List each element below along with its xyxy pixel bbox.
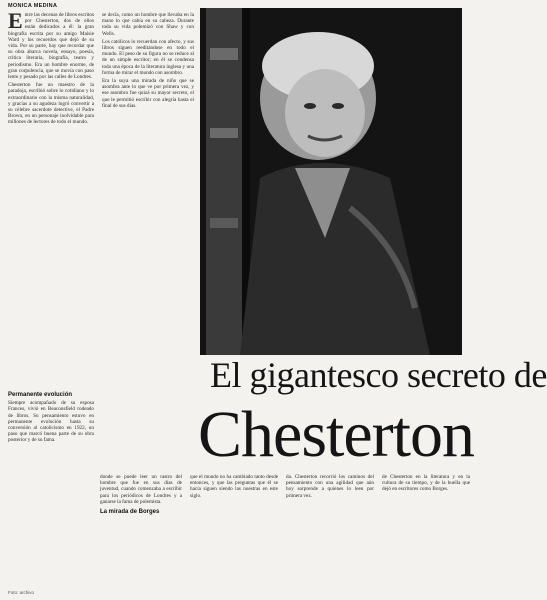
headline-line-1: El gigantesco secreto de <box>210 355 547 395</box>
left-column <box>8 8 94 384</box>
middle-paragraph-3: Era la suya una mirada de niño que se asombra ante lo que ve por primera vez, y ese asombro fue quizá su mayor secreto, el que le permitió escribir con alegría hasta el final de sus días. <box>102 78 194 109</box>
bottom-column-4 <box>382 474 470 594</box>
drop-cap: E <box>8 8 23 33</box>
left-paragraph-1: ntre las decenas de libros escritos por Chesterton, dos de ellos están dedicados a él: la gran biografía escrita por su amigo Maisie Ward y los recuerdos que dejó de su vida. Por su parte, hay que recordar que su obra abarca novela, ensayo, poesía, crítica literaria, biografía, teatro y periodismo. Era un hombre enorme, de gran corpulencia, que se movía con paso lento y pesado por las calles de Londres. <box>8 12 94 81</box>
headline-line-2: Chesterton <box>198 398 474 471</box>
bottom-column-3 <box>286 474 374 594</box>
bottom-subhead: La mirada de Borges <box>100 509 160 516</box>
left-column-b <box>8 388 94 588</box>
photo-credit: Foto: archivo <box>8 590 35 595</box>
section-kicker: MONICA MEDINA <box>8 3 58 9</box>
left-paragraph-2: Chesterton fue un maestro de la paradoja, escribió sobre lo cotidiano y lo extraordinario con la misma naturalidad, y gracias a su agudeza logró convertir a su célebre sacerdote detective, el Padre Brown, en un personaje inolvidable para millones de lectores de todo el mundo. <box>8 82 94 126</box>
chesterton-photo <box>200 8 462 355</box>
left-paragraph-3: Siempre acompañado de su esposa Frances, vivió en Beaconsfield rodeado de libros. Su pensamiento estuvo en permanente evolución hasta su conversión al catolicismo en 1922, un paso que marcó buena parte de su obra posterior y de su fama. <box>8 400 94 444</box>
middle-paragraph-2: Los católicos lo recuerdan con afecto, y sus libros siguen reeditándose en todo el mundo. El peso de su figura no se reduce al de un simple escritor; en él se condensa toda una época de la literatura inglesa y una forma de mirar el mundo con asombro. <box>102 38 194 76</box>
bottom-paragraph-4: de Chesterton en la literatura y en la cultura de su tiempo, y de la huella que dejó en escritores como Borges. <box>382 474 470 493</box>
portrait-illustration <box>200 8 462 355</box>
bottom-paragraph-1: donde se puede leer un rastro del hombre que fue en sus días de juventud, cuando comenzaba a escribir para los periódicos de Londres y a ganarse la fama de polemista. <box>100 474 182 505</box>
middle-paragraph-1: se decía, como un hombre que llevaba en la mano lo que cabía en su cabeza. Durante toda su vida polemizó con Shaw y con Wells. <box>102 12 194 37</box>
bottom-column-2 <box>190 474 278 594</box>
left-subhead: Permanente evolución <box>8 392 73 398</box>
bottom-paragraph-2: que el mundo no ha cambiado tanto desde entonces, y que las preguntas que él se hacía siguen siendo las nuestras en este siglo. <box>190 474 278 499</box>
middle-column <box>102 12 194 352</box>
bottom-paragraph-3: da. Chesterton recorrió los caminos del pensamiento con una agilidad que aún hoy sorprende a quienes lo leen por primera vez. <box>286 474 374 499</box>
bottom-column-1 <box>100 474 182 594</box>
